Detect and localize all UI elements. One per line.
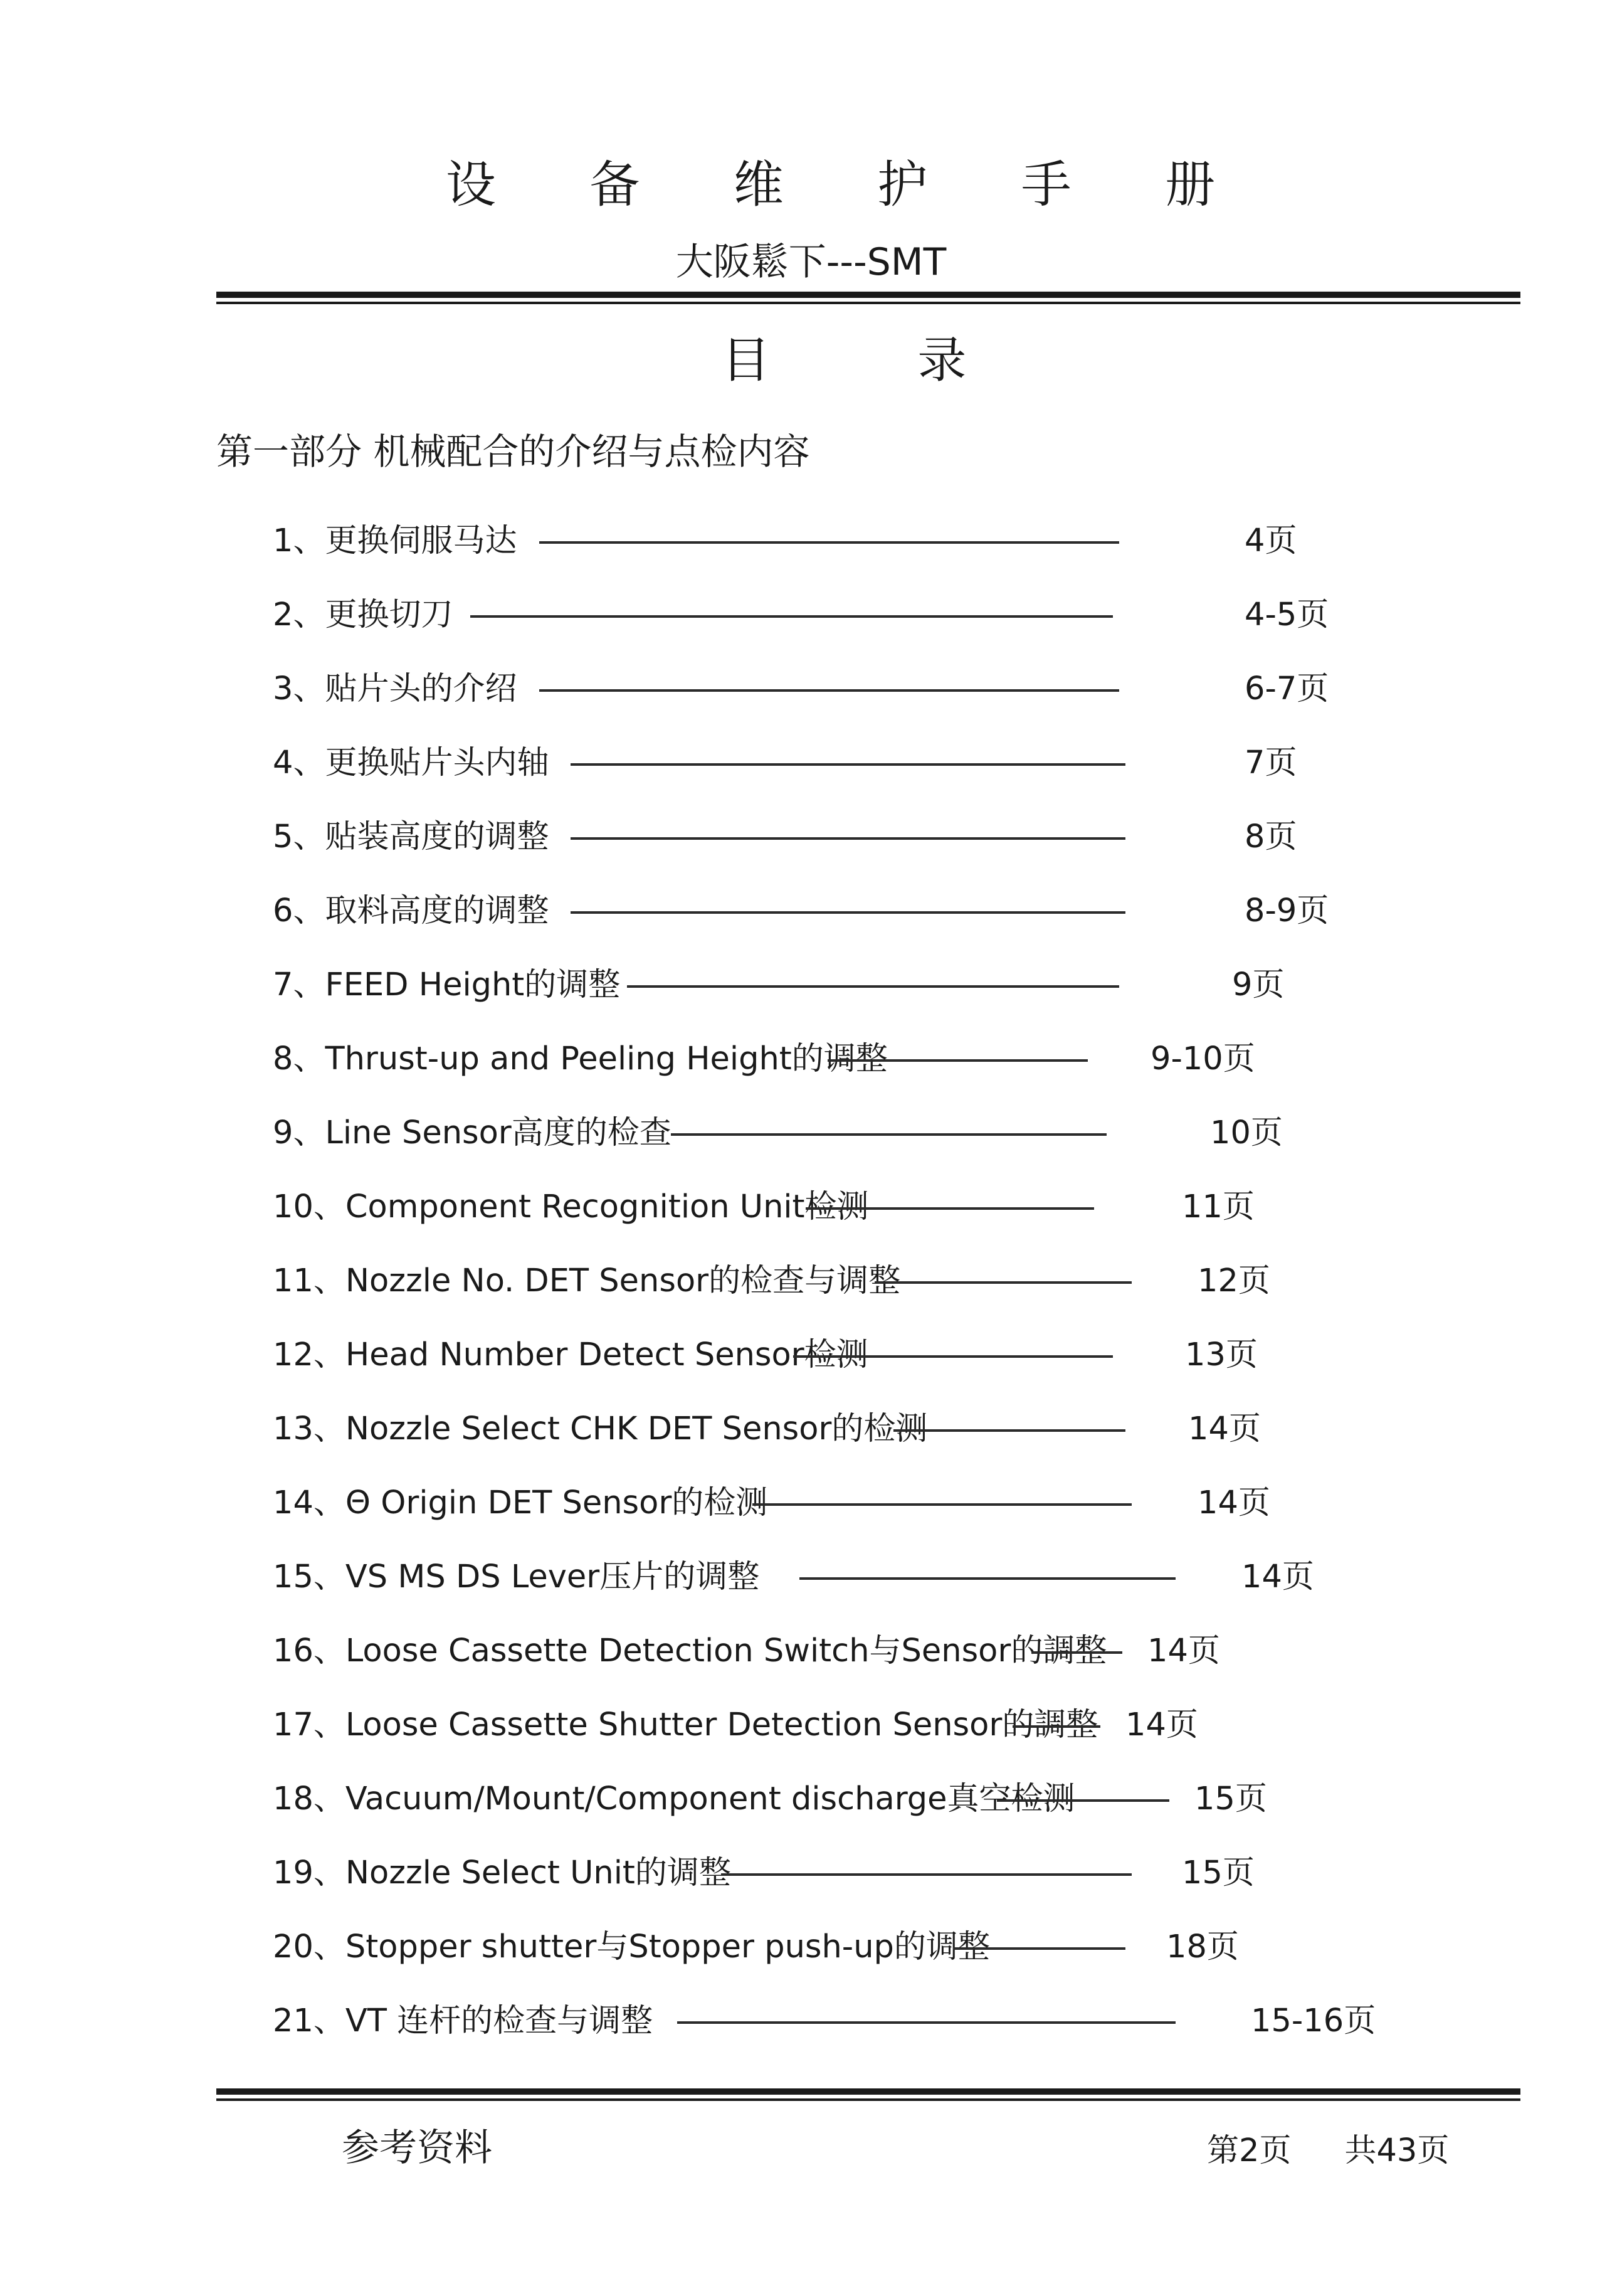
toc-entry-title: VT 连杆的检查与调整 — [345, 2002, 653, 2039]
toc-entry[interactable] — [273, 738, 549, 788]
toc-entry-title: Stopper shutter与Stopper push-up的调整 — [345, 1928, 990, 1965]
toc-leader — [997, 1799, 1169, 1802]
toc-entry-title: Loose Cassette Detection Switch与Sensor的調整 — [345, 1632, 1107, 1669]
toc-leader — [806, 1207, 1094, 1210]
toc-heading: 目 录 — [721, 332, 1033, 389]
toc-entry[interactable] — [273, 664, 517, 714]
toc-entry-page: 14页 — [1147, 1632, 1220, 1669]
toc-leader — [799, 1577, 1176, 1580]
toc-leader — [539, 689, 1119, 692]
toc-entry[interactable] — [273, 1626, 1107, 1676]
toc-entry-title: 贴片头的介绍 — [325, 670, 517, 707]
toc-entry[interactable] — [273, 1478, 767, 1528]
total-pages: 共43页 — [1344, 2132, 1450, 2169]
toc-entry[interactable] — [273, 1848, 731, 1898]
toc-entry-number: 16、 — [273, 1632, 345, 1669]
toc-entry-number: 6、 — [273, 892, 325, 929]
toc-entry-number: 4、 — [273, 744, 325, 781]
toc-leader — [721, 1873, 1132, 1876]
toc-entry[interactable] — [273, 1404, 927, 1454]
toc-entry-page: 8-9页 — [1245, 892, 1329, 929]
toc-entry-page: 13页 — [1185, 1336, 1258, 1373]
toc-leader — [671, 1133, 1107, 1136]
section-label: 第一部分 机械配合的介绍与点检内容 — [216, 430, 810, 473]
toc-entry-page: 4页 — [1245, 522, 1297, 559]
toc-entry-number: 21、 — [273, 2002, 345, 2039]
toc-entry[interactable] — [273, 1552, 759, 1602]
toc-leader — [539, 541, 1119, 544]
toc-entry-title: Θ Origin DET Sensor的检测 — [345, 1484, 768, 1521]
toc-entry-number: 9、 — [273, 1114, 325, 1151]
toc-entry-title: Component Recognition Unit检测 — [345, 1188, 869, 1225]
toc-leader — [1031, 1651, 1122, 1654]
toc-entry-title: Vacuum/Mount/Component discharge真空检测 — [345, 1780, 1075, 1817]
toc-entry[interactable] — [273, 1182, 869, 1232]
toc-entry-title: Nozzle Select Unit的调整 — [345, 1854, 731, 1891]
document-title: 设 备 维 护 手 册 — [445, 156, 1255, 214]
toc-entry-number: 14、 — [273, 1484, 345, 1521]
toc-entry-page: 9-10页 — [1151, 1040, 1255, 1077]
page-counter — [1207, 2126, 1449, 2176]
toc-entry[interactable] — [273, 1108, 671, 1158]
toc-entry-page: 10页 — [1210, 1114, 1283, 1151]
toc-leader — [953, 1947, 1125, 1950]
toc-entry-title: 取料高度的调整 — [325, 892, 549, 929]
toc-entry[interactable] — [273, 1996, 653, 2046]
toc-entry-title: 更换贴片头内轴 — [325, 744, 549, 781]
footer-label: 参考资料 — [342, 2126, 492, 2170]
toc-leader — [752, 1503, 1132, 1506]
toc-leader — [571, 911, 1125, 914]
toc-entry-number: 20、 — [273, 1928, 345, 1965]
toc-entry-number: 10、 — [273, 1188, 345, 1225]
toc-leader — [828, 1059, 1088, 1062]
toc-entry-title: FEED Height的调整 — [325, 966, 621, 1003]
toc-entry-number: 13、 — [273, 1410, 345, 1447]
toc-entry-title: Nozzle No. DET Sensor的检查与调整 — [345, 1262, 901, 1299]
current-page: 第2页 — [1207, 2132, 1292, 2169]
toc-leader — [571, 763, 1125, 766]
toc-entry-number: 19、 — [273, 1854, 345, 1891]
toc-leader — [627, 985, 1119, 988]
toc-entry-page: 15-16页 — [1251, 2002, 1376, 2039]
toc-entry-title: 更换切刀 — [325, 596, 453, 633]
toc-leader — [875, 1281, 1132, 1284]
toc-entry-page: 18页 — [1166, 1928, 1239, 1965]
toc-entry-page: 15页 — [1182, 1854, 1255, 1891]
toc-entry-page: 8页 — [1245, 818, 1297, 855]
toc-entry[interactable] — [273, 1256, 900, 1306]
toc-entry-number: 17、 — [273, 1706, 345, 1743]
toc-entry-page: 9页 — [1232, 966, 1285, 1003]
toc-entry[interactable] — [273, 1700, 1098, 1750]
toc-entry-number: 3、 — [273, 670, 325, 707]
toc-leader — [470, 615, 1113, 618]
toc-entry-title: Loose Cassette Shutter Detection Sensor的調整 — [345, 1706, 1098, 1743]
toc-entry-page: 6-7页 — [1245, 670, 1329, 707]
toc-entry[interactable] — [273, 1034, 888, 1084]
toc-entry-title: 贴装高度的调整 — [325, 818, 549, 855]
toc-entry[interactable] — [273, 886, 549, 936]
toc-entry-page: 14页 — [1198, 1484, 1270, 1521]
toc-entry-page: 12页 — [1198, 1262, 1270, 1299]
toc-entry-title: Head Number Detect Sensor检测 — [345, 1336, 868, 1373]
toc-entry-number: 5、 — [273, 818, 325, 855]
toc-entry-number: 12、 — [273, 1336, 345, 1373]
toc-entry[interactable] — [273, 1922, 990, 1972]
toc-entry-number: 18、 — [273, 1780, 345, 1817]
toc-entry-page: 14页 — [1241, 1558, 1314, 1595]
toc-leader — [893, 1429, 1125, 1432]
toc-entry-title: VS MS DS Lever压片的调整 — [345, 1558, 760, 1595]
toc-entry[interactable] — [273, 812, 549, 862]
toc-leader — [1013, 1725, 1100, 1728]
toc-entry-number: 15、 — [273, 1558, 345, 1595]
toc-entry-number: 2、 — [273, 596, 325, 633]
toc-entry-title: Nozzle Select CHK DET Sensor的检测 — [345, 1410, 928, 1447]
toc-entry[interactable] — [273, 590, 453, 640]
toc-entry-number: 11、 — [273, 1262, 345, 1299]
toc-entry-page: 4-5页 — [1245, 596, 1329, 633]
toc-entry-number: 1、 — [273, 522, 325, 559]
toc-entry-number: 8、 — [273, 1040, 325, 1077]
toc-entry-number: 7、 — [273, 966, 325, 1003]
toc-entry-page: 11页 — [1182, 1188, 1255, 1225]
toc-entry-title: 更换伺服马达 — [325, 522, 517, 559]
toc-leader — [571, 837, 1125, 840]
toc-entry-page: 14页 — [1125, 1706, 1198, 1743]
toc-entry[interactable] — [273, 960, 620, 1010]
toc-entry-page: 14页 — [1188, 1410, 1261, 1447]
toc-entry[interactable] — [273, 1774, 1075, 1824]
toc-leader — [677, 2021, 1176, 2024]
document-subtitle: 大阪鬆下---SMT — [675, 240, 947, 284]
toc-entry-title: Thrust-up and Peeling Height的调整 — [325, 1040, 888, 1077]
footer-rule — [216, 2088, 1520, 2101]
toc-entry[interactable] — [273, 1330, 868, 1380]
toc-entry-title: Line Sensor高度的检查 — [325, 1114, 671, 1151]
toc-entry[interactable] — [273, 516, 517, 566]
toc-entry-page: 15页 — [1194, 1780, 1267, 1817]
toc-entry-page: 7页 — [1245, 744, 1297, 781]
toc-leader — [793, 1355, 1113, 1358]
